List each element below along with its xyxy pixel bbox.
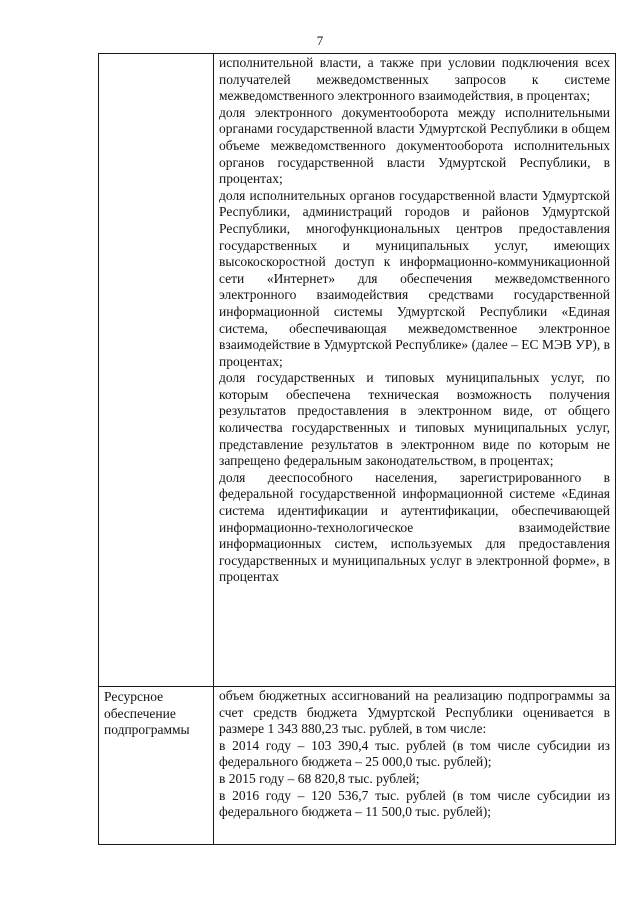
indicator-paragraph: доля государственных и типовых муниципальных услуг, по которым обеспечена техническая возможность получения результатов предоставления в электронном виде, от общего количества государственных и типовых муниципальных услуг, представление результатов в электронном виде по которым не запрещено федеральным законодательством, в процентах; (219, 370, 610, 469)
funding-paragraph: объем бюджетных ассигнований на реализацию подпрограммы за счет средств бюджета Удмуртской Республики оценивается в размере 1 343 880,23 тыс. рублей, в том числе: (219, 688, 610, 737)
row-label (99, 54, 213, 56)
indicator-paragraph: доля исполнительных органов государственной власти Удмуртской Республики, администраций городов и районов Удмуртской Республики, многофункциональных центров предоставления государственных и муниципальных услуг, имеющих высокоскоростной доступ к информационно-коммуникационной сети «Интернет» для обеспечения межведомственного электронного взаимодействия средствами государственной информационной системы Удмуртской Республики «Единая система, обеспечивающая межведомственное электронное взаимодействие в Удмуртской Республике» (далее – ЕС МЭВ УР), в процентах; (219, 187, 610, 369)
funding-paragraph: в 2015 году – 68 820,8 тыс. рублей; (219, 770, 420, 786)
page-number: 7 (316, 33, 324, 48)
row-label-cell (99, 54, 214, 687)
row-content-cell (214, 54, 616, 687)
indicator-paragraph: исполнительной власти, а также при условии подключения всех получателей межведомственных запросов к системе межведомственного электронного взаимодействия, в процентах; (219, 55, 610, 104)
row-content-cell (214, 687, 616, 845)
resource-provision-label: Ресурсное обеспечение подпрограммы (104, 689, 190, 737)
indicator-paragraph: доля дееспособного населения, зарегистрированного в федеральной государственной информационной системе «Единая система идентификации и аутентификации, обеспечивающей информационно-технологическое взаимодействие информационных систем, используемых для предоставления государственных и муниципальных услуг в электронной форме», в процентах (219, 469, 610, 585)
row-label-cell (99, 687, 214, 845)
funding-paragraph: в 2014 году – 103 390,4 тыс. рублей (в том числе субсидии из федерального бюджета – 25 000,0 тыс. рублей); (219, 737, 610, 770)
table-row (99, 54, 616, 687)
subprogram-passport-table (98, 53, 616, 845)
funding-paragraph: в 2016 году – 120 536,7 тыс. рублей (в том числе субсидии из федерального бюджета – 11 500,0 тыс. рублей); (219, 787, 610, 820)
table-row (99, 687, 616, 845)
indicator-paragraph: доля электронного документооборота между исполнительными органами государственной власти Удмуртской Республики в общем объеме межведомственного документооборота исполнительных органов государственной власти Удмуртской Республики, в процентах; (219, 104, 610, 187)
